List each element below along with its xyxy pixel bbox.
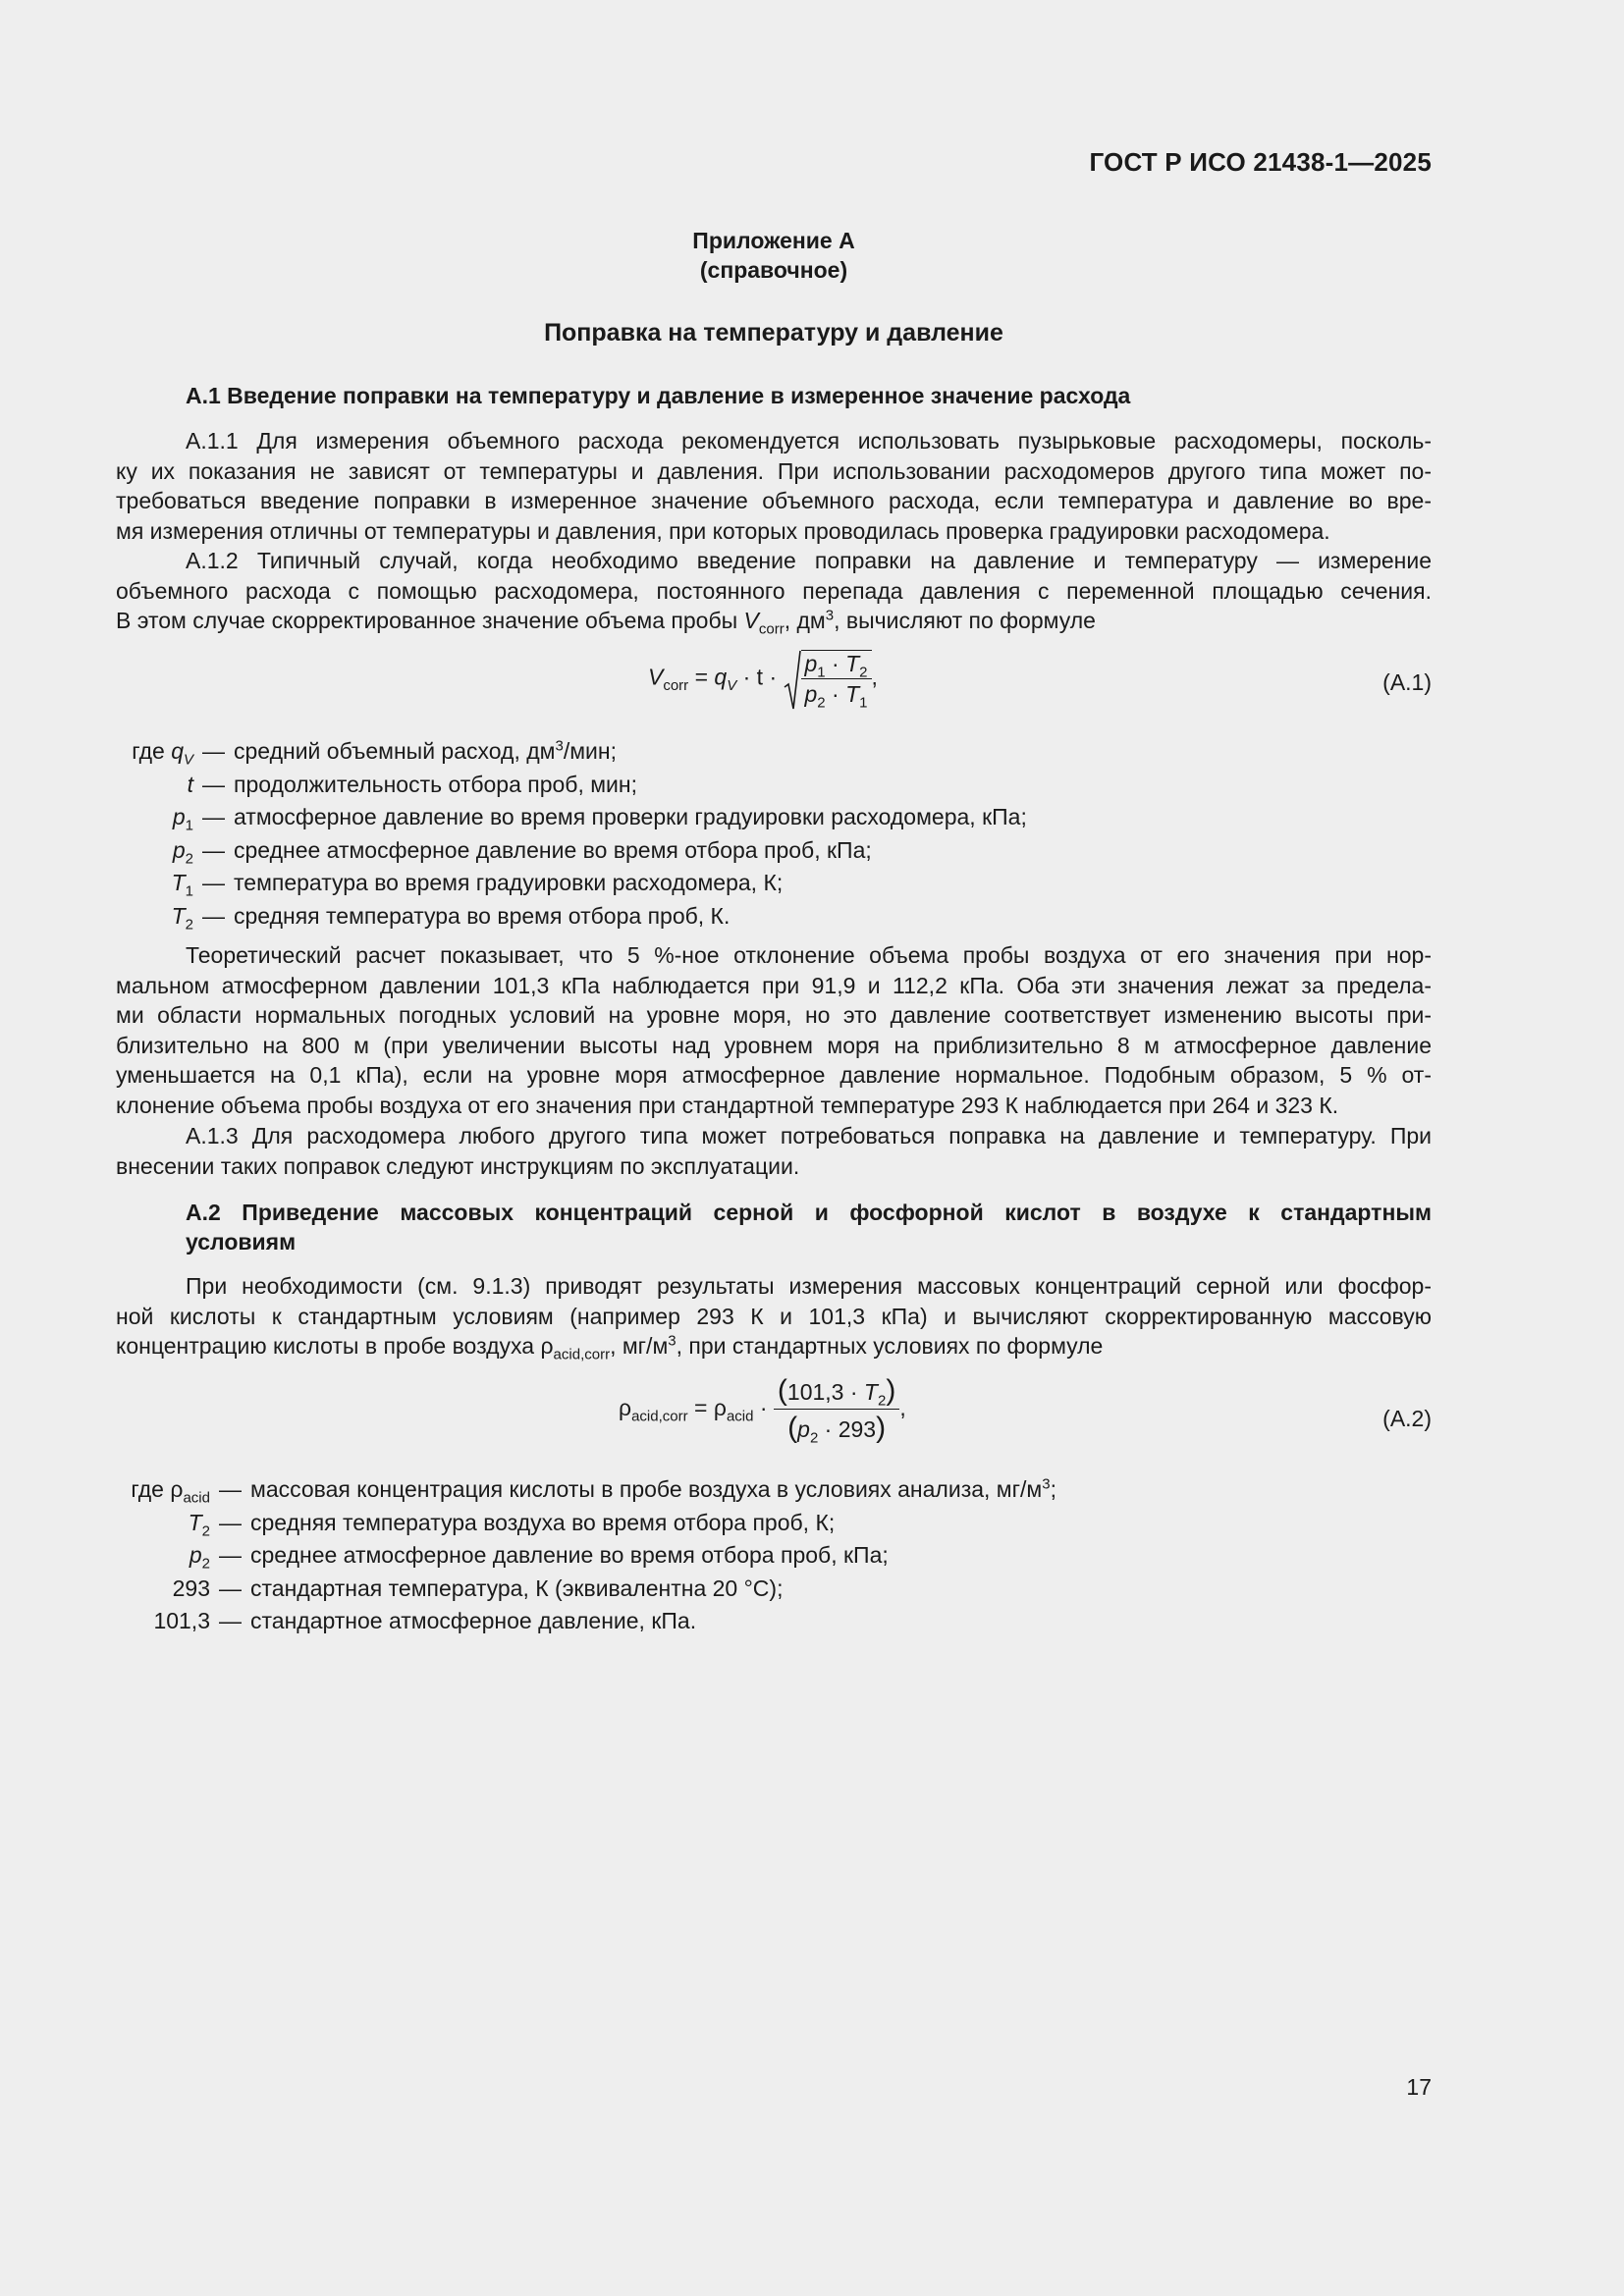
- definition-dash: —: [219, 1509, 242, 1535]
- appendix-type: (справочное): [699, 257, 848, 283]
- definition-dash: —: [219, 1608, 242, 1634]
- page-number: 17: [1406, 2074, 1432, 2100]
- subscript: acid,corr: [553, 1346, 611, 1363]
- definition-row: [116, 1476, 1432, 1510]
- text-line: объемного расхода с помощью расходомера, постоянного перепада давления с переменной площадью сечения.: [116, 577, 1432, 604]
- formula-a2: [116, 1372, 1432, 1461]
- definition-dash: —: [219, 1575, 242, 1601]
- appendix-label: Приложение А: [692, 228, 855, 253]
- subscript: corr: [758, 620, 785, 638]
- superscript: 3: [668, 1332, 677, 1350]
- text-line: требоваться введение поправки в измеренное значение объемного расхода, если температура и давление во вре-: [116, 488, 1432, 513]
- formula-a1-number: (A.1): [1382, 669, 1432, 695]
- definition-symbol: $T_2$: [188, 1509, 210, 1540]
- paragraph-theory: [116, 940, 1432, 1120]
- definition-row: [116, 1542, 1432, 1575]
- definition-text: продолжительность отбора проб, мин;: [234, 771, 638, 797]
- text-line: условиям: [186, 1229, 297, 1255]
- appendix-heading: [116, 226, 1432, 285]
- definition-text: среднее атмосферное давление во время отбора проб, кПа;: [234, 836, 872, 863]
- paragraph-a1-2: [116, 546, 1432, 636]
- definitions-list-a2: [116, 1476, 1432, 1641]
- definition-symbol: 293: [172, 1575, 210, 1601]
- definition-row: [116, 1510, 1432, 1543]
- definition-dash: —: [219, 1476, 242, 1502]
- definition-row: [116, 870, 1432, 903]
- document-header-id: ГОСТ Р ИСО 21438-1—2025: [1089, 147, 1432, 177]
- definition-text: средний объемный расход, $дм^3$/мин;: [234, 737, 617, 764]
- definition-row: [116, 1608, 1432, 1641]
- definition-text: температура во время градуировки расходомера, К;: [234, 870, 784, 896]
- square-root: [784, 650, 872, 712]
- text-fragment: В этом случае скорректированное значение объема пробы: [116, 608, 744, 633]
- formula-a2-expression: $\rho_{acid,corr} = \rho_{acid}$ · $\frac{(101,3 \cdot T_2)}{(p_2 \cdot 293)}$ ,: [619, 1374, 906, 1447]
- section-a1-heading: A.1 Введение поправки на температуру и давление в измеренное значение расхода: [186, 383, 1131, 408]
- text-fragment: , дм: [784, 608, 826, 633]
- definition-dash: —: [202, 902, 225, 929]
- text-line: А.1.3 Для расходомера любого другого типа может потребоваться поправка на давление и температуру. При: [186, 1123, 1432, 1148]
- definition-text: средняя температура воздуха во время отбора проб, К;: [250, 1509, 836, 1535]
- definition-symbol: $p_2$: [189, 1542, 210, 1573]
- text-line: При необходимости (см. 9.1.3) приводят результаты измерения массовых концентраций серной или фосфор-: [186, 1273, 1432, 1299]
- text-fragment: , мг/м: [610, 1333, 669, 1359]
- text-line: А.1.2 Типичный случай, когда необходимо введение поправки на давление и температуру — измерение: [186, 548, 1432, 573]
- fraction: $\frac{p_1 \cdot T_2}{p_2 \cdot T_1}$: [801, 651, 872, 708]
- definition-text: средняя температура во время отбора проб, К.: [234, 902, 731, 929]
- formula-a2-number: (A.2): [1382, 1406, 1432, 1431]
- text-line: ку их показания не зависят от температуры и давления. При использовании расходомеров другого типа может по-: [116, 457, 1432, 484]
- definition-dash: —: [202, 738, 225, 764]
- definition-row: [116, 1575, 1432, 1609]
- text-fragment: , при стандартных условиях по формуле: [676, 1333, 1104, 1359]
- definition-symbol: где $\rho_{acid}$: [131, 1476, 210, 1507]
- definition-text: стандартная температура, К (эквивалентна 20 °С);: [250, 1575, 784, 1601]
- definition-symbol: $T_2$: [171, 902, 193, 934]
- text-line: клонение объема пробы воздуха от его значения при стандартной температуре 293 К наблюдается при 264 и 323 К.: [116, 1092, 1339, 1118]
- definition-text: стандартное атмосферное давление, кПа.: [250, 1608, 697, 1634]
- radical-sign-icon: [784, 650, 801, 711]
- fraction: $\frac{(101,3 \cdot T_2)}{(p_2 \cdot 293)}$: [774, 1374, 899, 1445]
- paragraph-a1-3: [116, 1121, 1432, 1181]
- text-line: ми области нормальных погодных условий на уровне моря, но это давление соответствует изменению высоты при-: [116, 1002, 1432, 1028]
- text-line: близительно на 800 м (при увеличении высоты над уровнем моря на приблизительно 8 м атмосферное давление: [116, 1032, 1432, 1058]
- definition-text: массовая концентрация кислоты в пробе воздуха в условиях анализа, $мг/м^3$;: [250, 1475, 1056, 1502]
- text-line: ной кислоты к стандартным условиям (например 293 К и 101,3 кПа) и вычисляют скорректированную массовую: [116, 1303, 1432, 1329]
- definition-row: [116, 837, 1432, 871]
- definition-symbol: $p_2$: [172, 836, 193, 868]
- definition-row: [116, 738, 1432, 772]
- definition-text: среднее атмосферное давление во время отбора проб, кПа;: [250, 1542, 889, 1569]
- definition-dash: —: [202, 870, 225, 896]
- text-line: Теоретический расчет показывает, что 5 %-ное отклонение объема пробы воздуха от его значения при нор-: [186, 942, 1432, 968]
- text-fragment: , вычисляют по формуле: [834, 608, 1096, 633]
- definition-symbol: где $q_V$: [132, 738, 193, 769]
- definition-text: атмосферное давление во время проверки градуировки расходомера, кПа;: [234, 804, 1027, 830]
- definition-dash: —: [202, 804, 225, 830]
- definition-symbol: $T_1$: [171, 870, 193, 900]
- definition-symbol: 101,3: [153, 1608, 210, 1634]
- paragraph-a2: [116, 1271, 1432, 1362]
- paragraph-a1-1: [116, 426, 1432, 546]
- formula-a1: [116, 646, 1432, 734]
- text-line: А.2 Приведение массовых концентраций серной и фосфорной кислот в воздухе к стандартным: [186, 1200, 1432, 1225]
- superscript: 3: [825, 607, 835, 624]
- definition-symbol: $p_1$: [172, 804, 193, 834]
- text-fragment: концентрацию кислоты в пробе воздуха ρ: [116, 1333, 554, 1359]
- text-line: А.1.1 Для измерения объемного расхода рекомендуется использовать пузырьковые расходомеры, посколь-: [186, 428, 1432, 454]
- text-line: мальном атмосферном давлении 101,3 кПа наблюдается при 91,9 и 112,2 кПа. Оба эти значения лежат за предела-: [116, 972, 1432, 998]
- definition-dash: —: [202, 836, 225, 863]
- definition-row: [116, 772, 1432, 805]
- text-line: уменьшается на 0,1 кПа), если на уровне моря атмосферное давление нормальное. Подобным образом, 5 % от-: [116, 1062, 1432, 1088]
- section-a2-heading: [186, 1198, 1432, 1256]
- definition-row: [116, 903, 1432, 936]
- definition-symbol: t: [187, 771, 193, 797]
- definition-dash: —: [219, 1542, 242, 1569]
- definition-dash: —: [202, 771, 225, 797]
- text-line: внесении таких поправок следуют инструкциям по эксплуатации.: [116, 1152, 800, 1179]
- definition-row: [116, 804, 1432, 837]
- formula-a1-expression: $V_{corr} = q_V \cdot t$ · $\frac{p_1 \cdot T_2}{p_2 \cdot T_1}$ ,: [648, 651, 878, 712]
- symbol-v: V: [743, 608, 759, 633]
- appendix-title: Поправка на температуру и давление: [544, 319, 1003, 347]
- definitions-list-a1: [116, 738, 1432, 936]
- text-line: мя измерения отличны от температуры и давления, при которых проводилась проверка градуировки расходомера.: [116, 517, 1330, 544]
- document-page: [116, 0, 1432, 2296]
